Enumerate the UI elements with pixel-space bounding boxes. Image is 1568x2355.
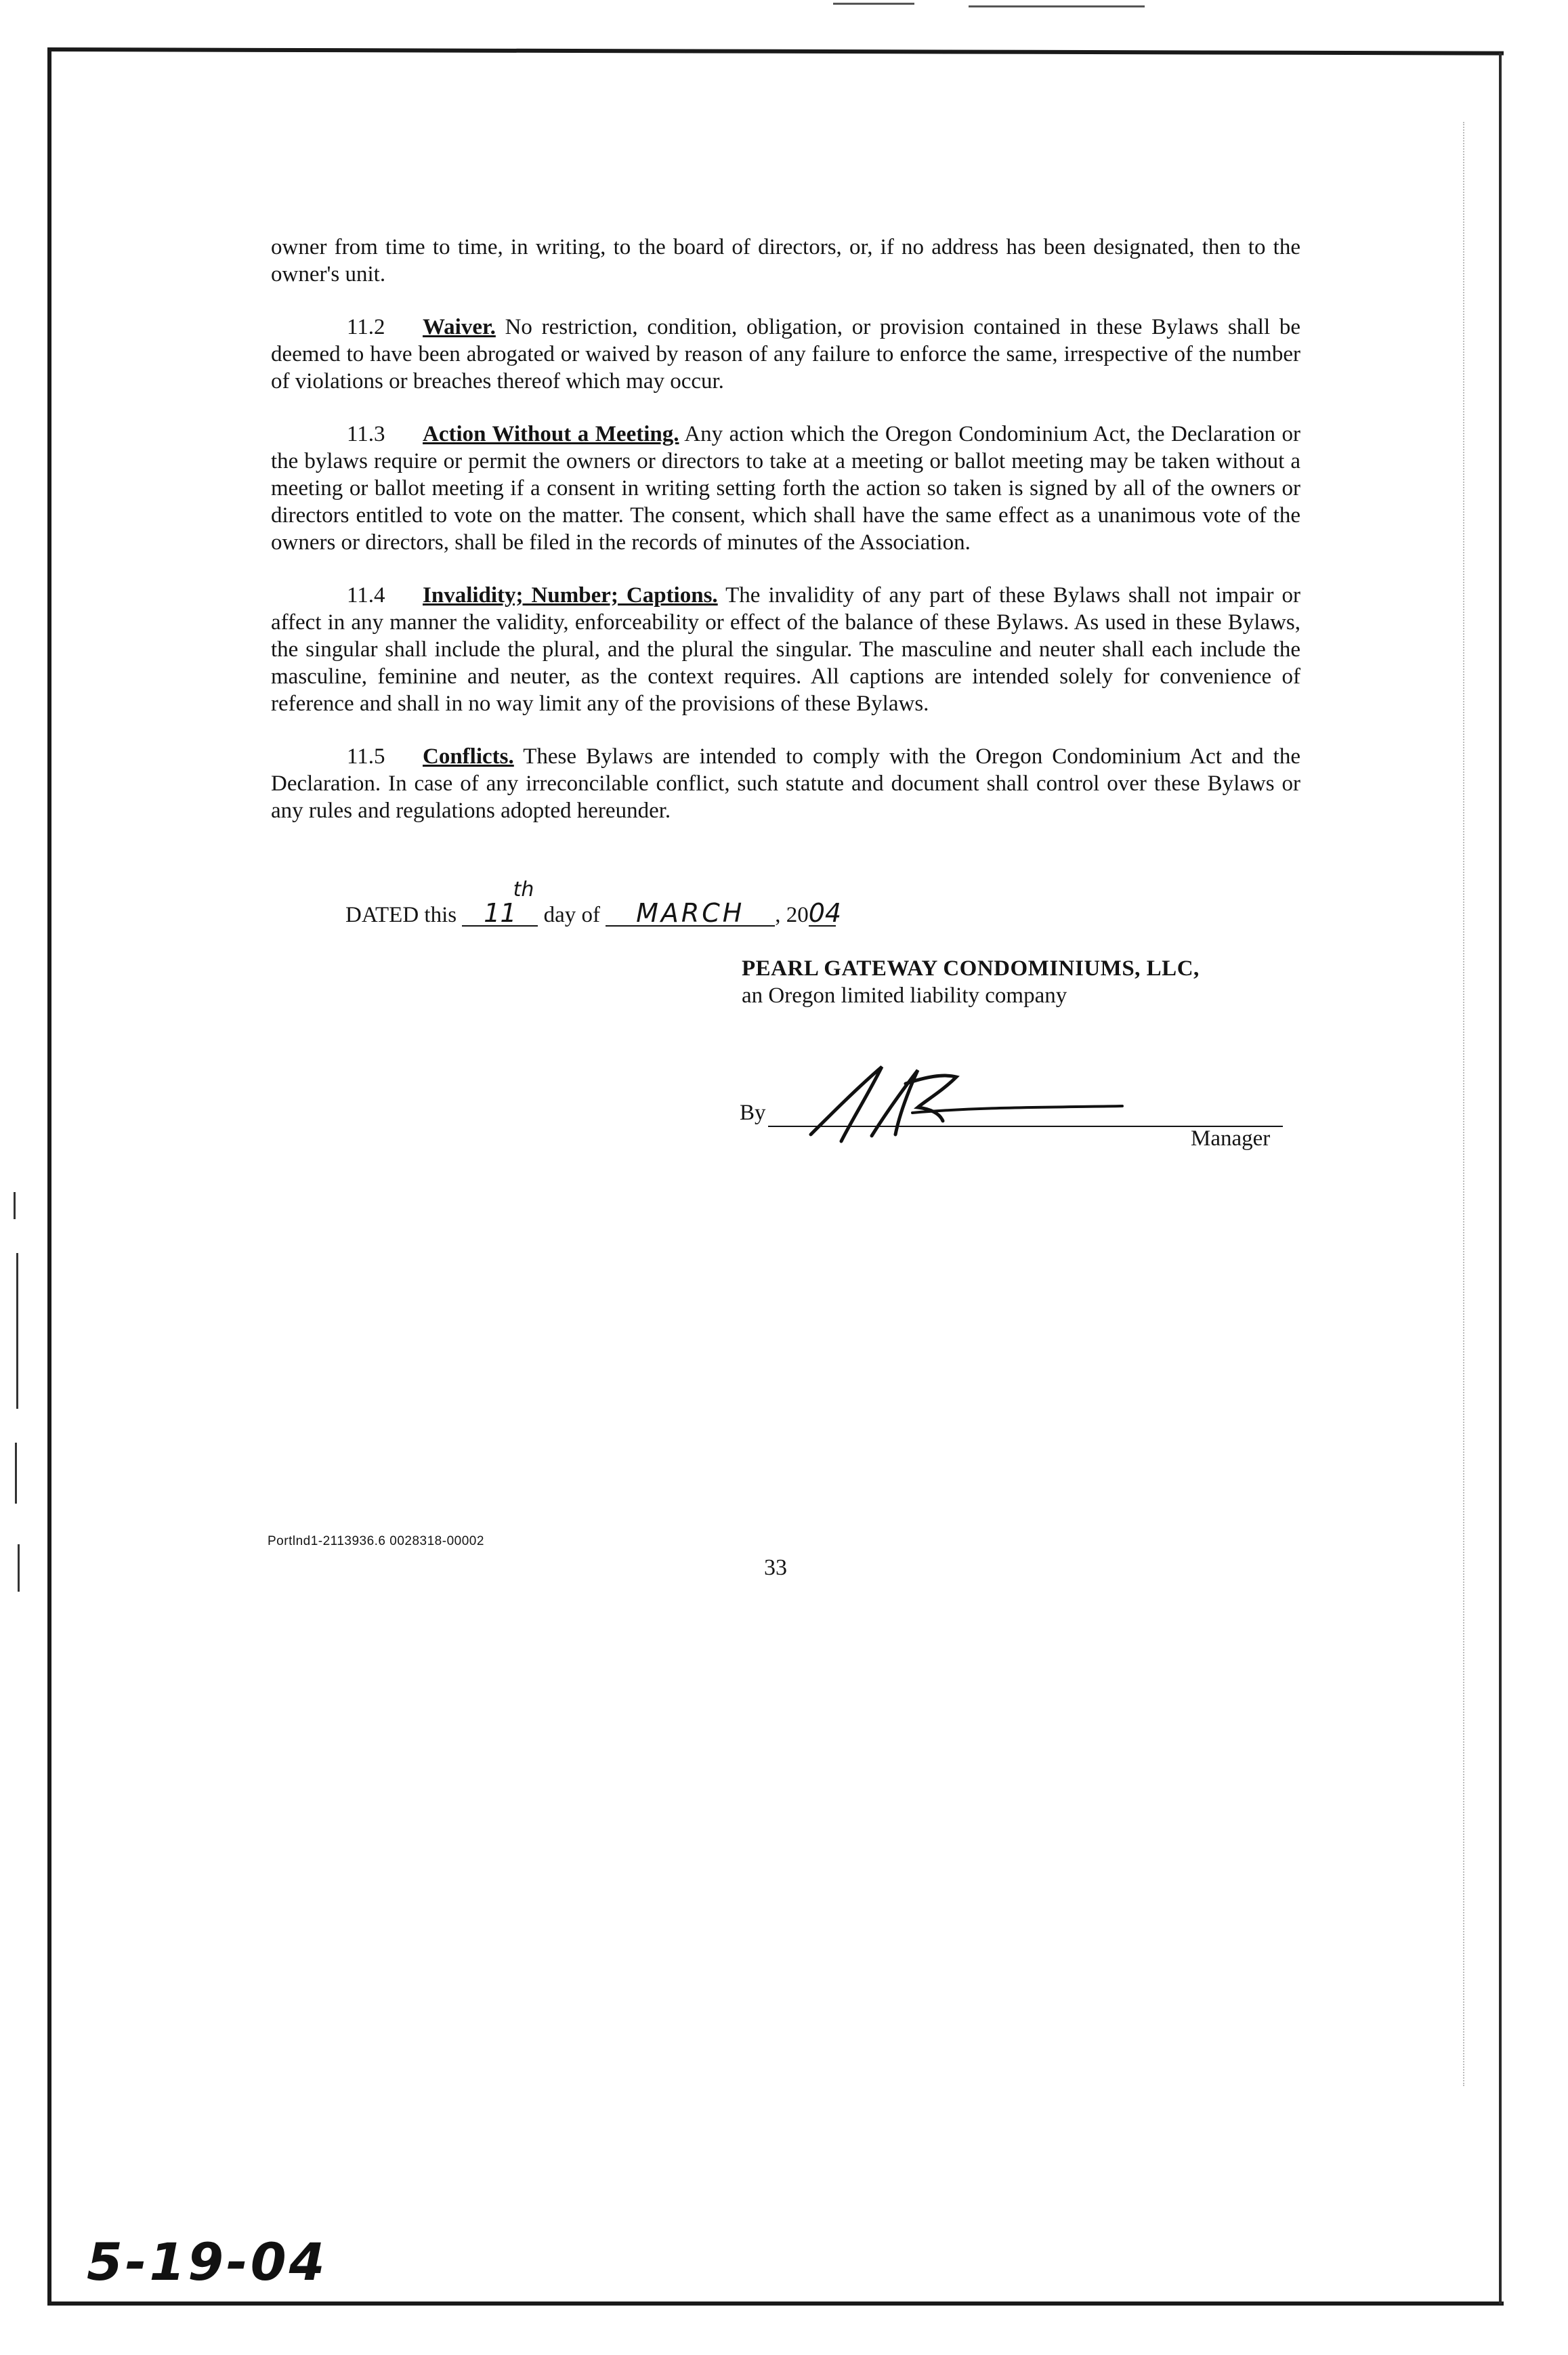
- document-id: Portlnd1-2113936.6 0028318-00002: [268, 1534, 484, 1548]
- scan-border-left: [47, 49, 51, 2304]
- scan-artifact: [833, 3, 914, 5]
- paragraph-11-5: [271, 743, 1300, 824]
- dated-line: [345, 878, 842, 929]
- dated-day-value: 11: [484, 898, 517, 928]
- dated-year-prefix: , 20: [775, 903, 809, 927]
- company-block: [742, 955, 1200, 1009]
- signature-title: Manager: [1191, 1126, 1271, 1151]
- dated-day-suffix: th: [513, 878, 534, 901]
- scan-artifact: [15, 1443, 17, 1504]
- page-number: 33: [764, 1555, 787, 1580]
- scan-artifact: [1463, 122, 1464, 2086]
- handwritten-date: 5-19-04: [87, 2232, 328, 2292]
- paragraph-text: owner from time to time, in writing, to the board of directors, or, if no address has been designated, then to the owner's unit.: [271, 235, 1300, 287]
- company-name: PEARL GATEWAY CONDOMINIUMS, LLC,: [742, 956, 1200, 981]
- document-body: [271, 234, 1300, 850]
- handwritten-signature-icon: [804, 1060, 1129, 1155]
- section-heading: Waiver.: [423, 315, 496, 339]
- section-heading: Invalidity; Number; Captions.: [423, 583, 718, 608]
- company-description: an Oregon limited liability company: [742, 983, 1067, 1008]
- section-number: 11.2: [347, 315, 385, 339]
- paragraph-text: The invalidity of any part of these Bylaws shall not impair or affect in any manner the validity, enforceability or effect of the balance of these Bylaws. As used in these Bylaws, the singular shall include the plural, and the plural the singular. The masculine and neuter shall each include the masculine, feminine and neuter, as the context requires. All captions are intended solely for convenience of reference and shall in no way limit any of the provisions of these Bylaws.: [271, 583, 1301, 716]
- paragraph-11-2: [271, 314, 1300, 395]
- scan-artifact: [18, 1544, 20, 1592]
- dated-month-field: MARCH: [606, 901, 775, 927]
- section-heading: Action Without a Meeting.: [423, 422, 679, 446]
- section-number: 11.3: [347, 422, 385, 446]
- section-number: 11.4: [347, 583, 385, 608]
- scan-artifact: [16, 1253, 18, 1409]
- section-heading: Conflicts.: [423, 744, 514, 769]
- scan-border-right: [1499, 53, 1502, 2304]
- dated-prefix: DATED this: [345, 903, 457, 927]
- scan-border-bottom: [47, 2301, 1504, 2306]
- paragraph-11-4: [271, 582, 1300, 717]
- paragraph-11-3: [271, 421, 1300, 556]
- scan-artifact: [969, 5, 1145, 7]
- paragraph-text: Any action which the Oregon Condominium Act, the Declaration or the bylaws require or permit the owners or directors to take at a meeting or ballot meeting may be taken without a meeting or ballot meeting if a consent in writing setting forth the action so taken is signed by all of the owners or directors entitled to vote on the matter. The consent, which shall have the same effect as a unanimous vote of the owners or directors, shall be filed in the records of minutes of the Association.: [271, 422, 1301, 555]
- section-number: 11.5: [347, 744, 385, 769]
- paragraph-continuation: [271, 234, 1300, 288]
- dated-day-field: [462, 878, 538, 928]
- dated-year-field: 04: [808, 898, 842, 928]
- paragraph-text: No restriction, condition, obligation, or provision contained in these Bylaws shall be deemed to have been abrogated or waived by reason of any failure to enforce the same, irrespective of the number of violations or breaches thereof which may occur.: [271, 315, 1300, 394]
- paragraph-text: These Bylaws are intended to comply with the Oregon Condominium Act and the Declaration. In case of any irreconcilable conflict, such statute and document shall control over these Bylaws or any rules and regulations adopted hereunder.: [271, 744, 1300, 823]
- scan-border-top: [47, 47, 1504, 56]
- dated-middle: day of: [543, 903, 600, 927]
- signature-by-label: By: [740, 1101, 766, 1125]
- scan-artifact: [14, 1192, 16, 1219]
- signature-block: [740, 1084, 1288, 1165]
